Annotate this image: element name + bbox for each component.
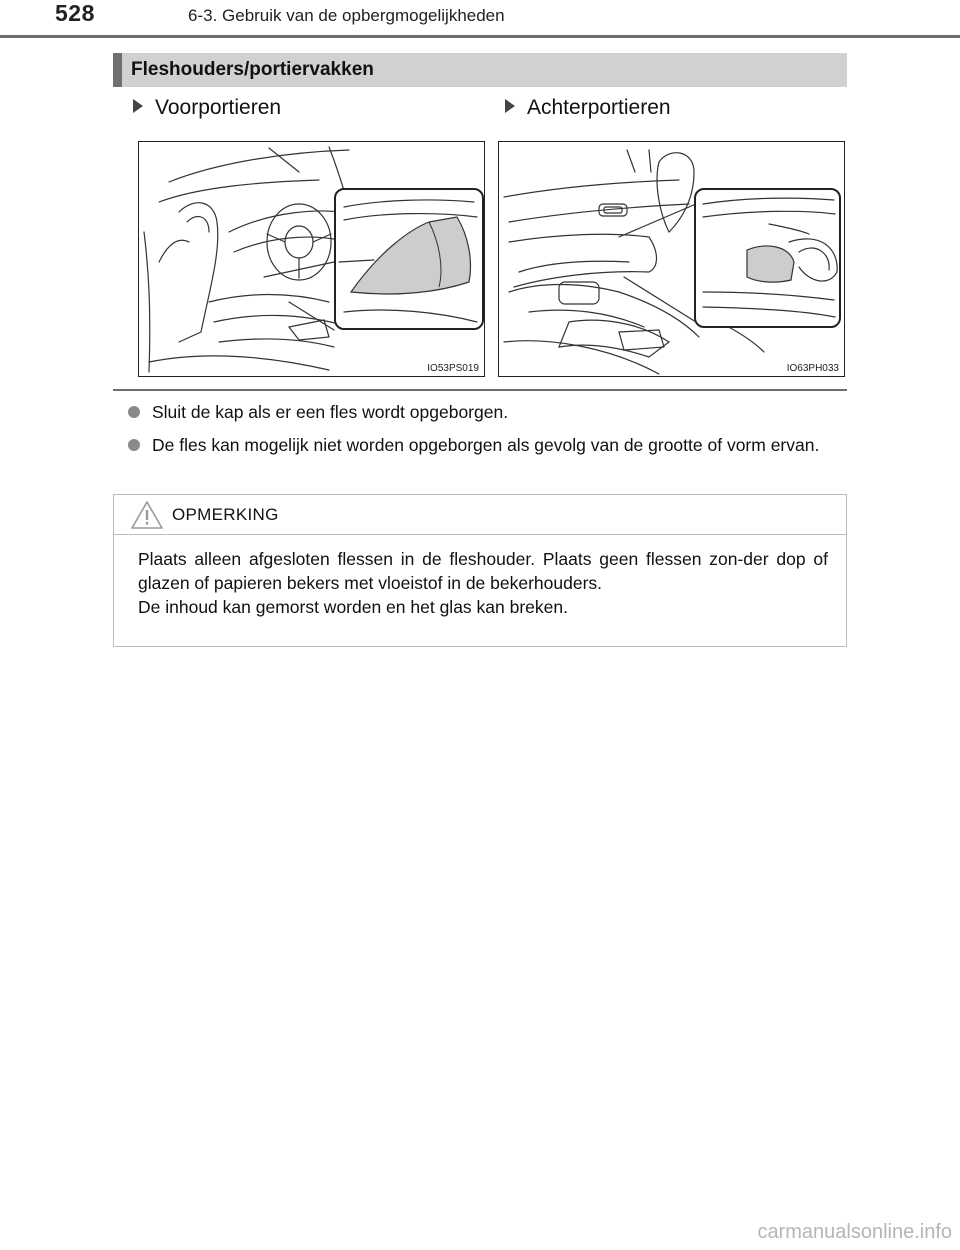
notice-box bbox=[113, 494, 847, 647]
rear-door-illustration bbox=[499, 142, 845, 377]
front-door-illustration bbox=[139, 142, 485, 377]
figure-divider bbox=[113, 389, 847, 391]
header-divider bbox=[0, 35, 960, 38]
notice-paragraph: De inhoud kan gemorst worden en het glas kan breken. bbox=[138, 597, 568, 617]
notice-header bbox=[114, 495, 846, 535]
figure-front-door bbox=[138, 141, 485, 377]
notice-body bbox=[138, 547, 828, 619]
subheading-rear-doors bbox=[505, 96, 671, 120]
bullet-dot-icon bbox=[128, 406, 140, 418]
bullet-text: De fles kan mogelijk niet worden opgeborgen als gevolg van de grootte of vorm ervan. bbox=[152, 435, 820, 455]
notice-paragraph: Plaats alleen afgesloten flessen in de fleshouder. Plaats geen flessen zon-der dop of glazen of papieren bekers met vloeistof in de bekerhouders. bbox=[138, 549, 828, 593]
figure-rear-door bbox=[498, 141, 845, 377]
page-number: 528 bbox=[55, 0, 95, 26]
notice-label: OPMERKING bbox=[172, 505, 279, 524]
section-title: Fleshouders/portiervakken bbox=[131, 59, 374, 80]
triangle-right-icon bbox=[133, 99, 143, 113]
watermark: carmanualsonline.info bbox=[757, 1221, 952, 1243]
subheading-front-label: Voorportieren bbox=[155, 96, 282, 119]
chapter-title: 6-3. Gebruik van de opbergmogelijkheden bbox=[188, 6, 505, 25]
warning-triangle-icon bbox=[130, 500, 164, 530]
triangle-right-icon bbox=[505, 99, 515, 113]
subheading-front-doors bbox=[133, 96, 281, 120]
subheading-rear-label: Achterportieren bbox=[527, 96, 671, 119]
figure-code-front: IO53PS019 bbox=[427, 363, 479, 374]
bullet-text: Sluit de kap als er een fles wordt opgeborgen. bbox=[152, 402, 509, 422]
bullet-dot-icon bbox=[128, 439, 140, 451]
figure-code-rear: IO63PH033 bbox=[786, 363, 839, 374]
